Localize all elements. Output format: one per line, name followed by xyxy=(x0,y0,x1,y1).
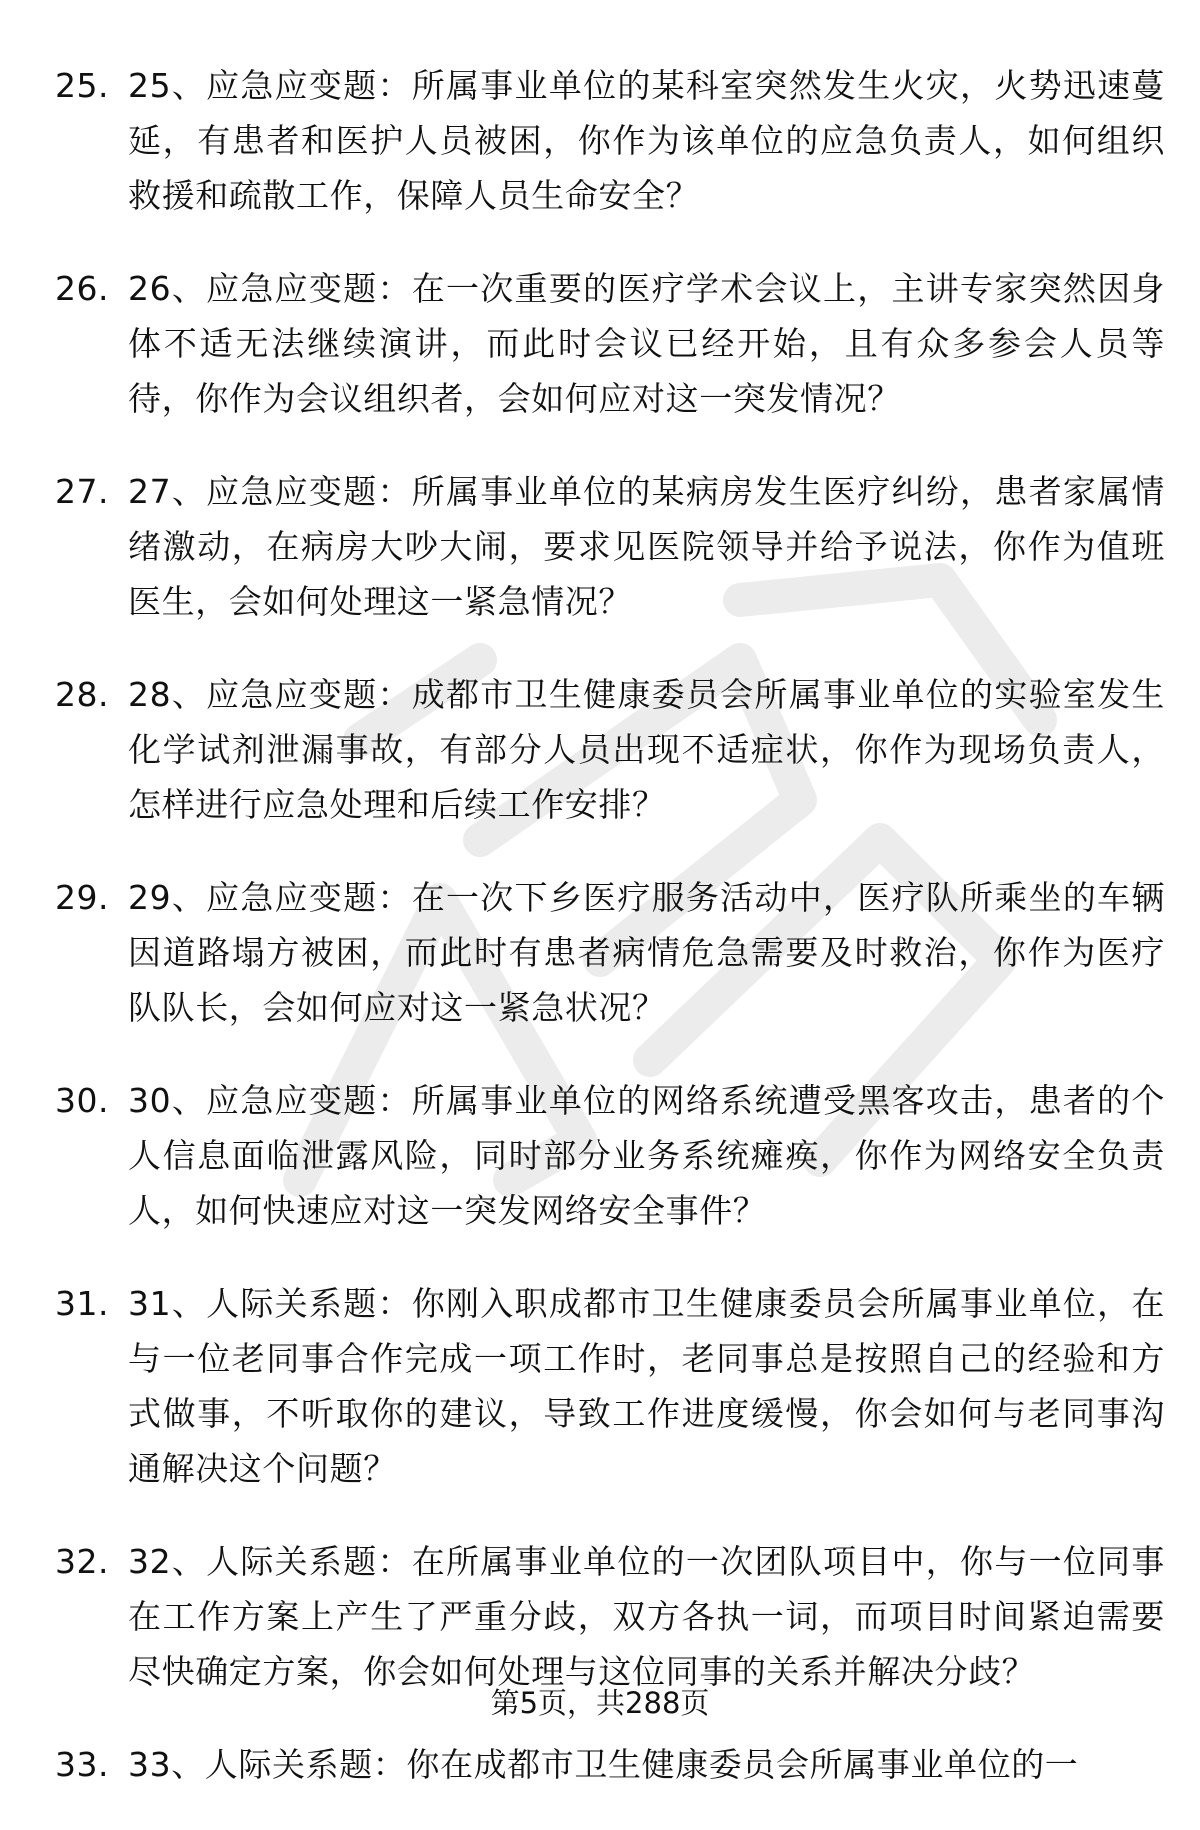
question-text: 33、人际关系题：你在成都市卫生健康委员会所属事业单位的一 xyxy=(128,1745,1079,1784)
question-item xyxy=(55,667,1165,832)
question-item xyxy=(55,464,1165,629)
question-text: 31、人际关系题：你刚入职成都市卫生健康委员会所属事业单位，在与一位老同事合作完成一项工作时，老同事总是按照自己的经验和方式做事，不听取你的建议，导致工作进度缓慢，你会如何与老同事沟通解决这个问题？ xyxy=(128,1284,1165,1488)
question-number: 32. xyxy=(55,1542,109,1581)
page-footer xyxy=(0,1683,1200,1723)
question-item xyxy=(55,1276,1165,1496)
question-number: 28. xyxy=(55,675,109,714)
question-number: 29. xyxy=(55,878,109,917)
question-item xyxy=(55,1073,1165,1238)
question-list xyxy=(55,58,1165,1830)
question-number: 27. xyxy=(55,472,109,511)
question-number: 26. xyxy=(55,269,109,308)
page-indicator: 第5页，共288页 xyxy=(490,1686,710,1720)
question-number: 30. xyxy=(55,1081,109,1120)
question-item xyxy=(55,261,1165,426)
question-text: 28、应急应变题：成都市卫生健康委员会所属事业单位的实验室发生化学试剂泄漏事故，有部分人员出现不适症状，你作为现场负责人，怎样进行应急处理和后续工作安排？ xyxy=(128,675,1165,824)
question-item xyxy=(55,870,1165,1035)
question-item xyxy=(55,1737,1165,1792)
question-number: 33. xyxy=(55,1745,109,1784)
question-text: 29、应急应变题：在一次下乡医疗服务活动中，医疗队所乘坐的车辆因道路塌方被困，而此时有患者病情危急需要及时救治，你作为医疗队队长，会如何应对这一紧急状况？ xyxy=(128,878,1165,1027)
question-text: 27、应急应变题：所属事业单位的某病房发生医疗纠纷，患者家属情绪激动，在病房大吵大闹，要求见医院领导并给予说法，你作为值班医生，会如何处理这一紧急情况？ xyxy=(128,472,1165,621)
question-text: 30、应急应变题：所属事业单位的网络系统遭受黑客攻击，患者的个人信息面临泄露风险，同时部分业务系统瘫痪，你作为网络安全负责人，如何快速应对这一突发网络安全事件？ xyxy=(128,1081,1165,1230)
question-text: 32、人际关系题：在所属事业单位的一次团队项目中，你与一位同事在工作方案上产生了严重分歧，双方各执一词，而项目时间紧迫需要尽快确定方案，你会如何处理与这位同事的关系并解决分歧？ xyxy=(128,1542,1165,1691)
question-number: 31. xyxy=(55,1284,109,1323)
question-item xyxy=(55,58,1165,223)
question-number: 25. xyxy=(55,66,109,105)
question-text: 26、应急应变题：在一次重要的医疗学术会议上，主讲专家突然因身体不适无法继续演讲，而此时会议已经开始，且有众多参会人员等待，你作为会议组织者，会如何应对这一突发情况？ xyxy=(128,269,1165,418)
question-item xyxy=(55,1534,1165,1699)
question-text: 25、应急应变题：所属事业单位的某科室突然发生火灾，火势迅速蔓延，有患者和医护人员被困，你作为该单位的应急负责人，如何组织救援和疏散工作，保障人员生命安全？ xyxy=(128,66,1165,215)
